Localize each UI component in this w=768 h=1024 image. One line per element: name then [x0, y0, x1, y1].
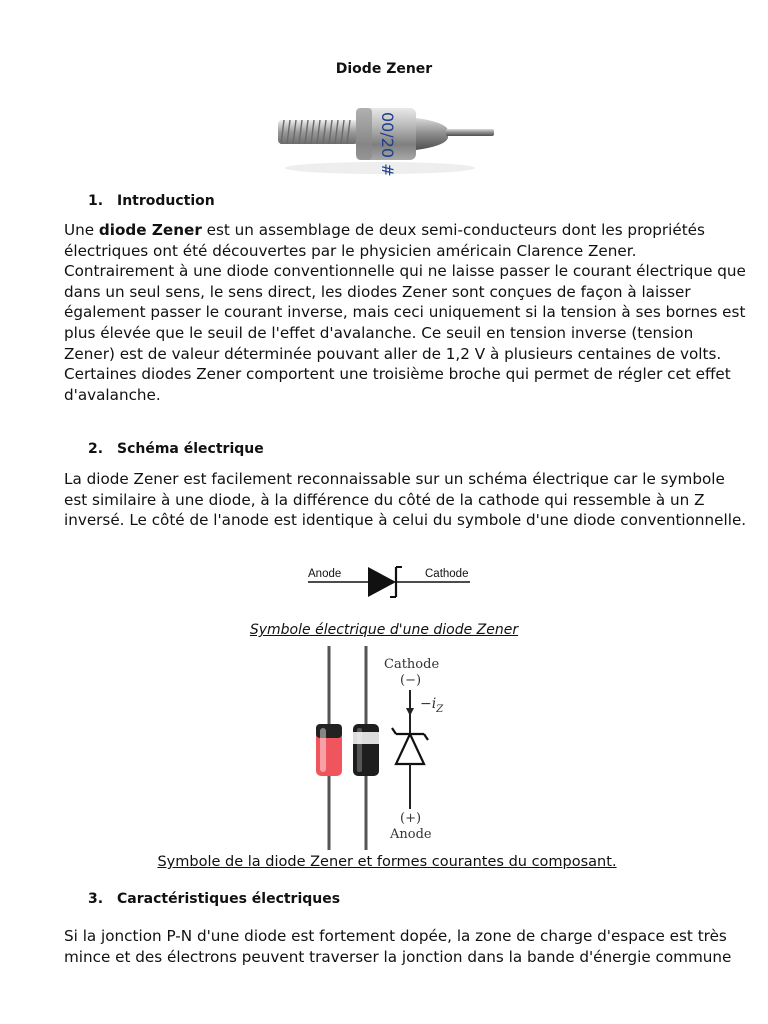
section-title: Caractéristiques électriques [117, 891, 341, 907]
photo-lead [446, 129, 494, 136]
zener-symbol-diagram [300, 560, 480, 604]
paragraph-line: inversé. Le côté de l'anode est identique à celui du symbole d'une diode conventionnelle. [64, 511, 747, 530]
paragraph-line: Si la jonction P-N d'une diode est fortement dopée, la zone de charge d'espace est très [64, 927, 727, 945]
section-number: 2. [88, 441, 104, 457]
paragraph-line: est similaire à une diode, à la différence du côté de la cathode qui ressemble à un Z [64, 490, 705, 509]
symbol-anode-label: Anode [308, 568, 342, 580]
introduction-paragraph [64, 220, 746, 405]
section-number: 3. [88, 891, 104, 907]
figure-cathode-label: Cathode [384, 657, 440, 672]
lead-bold-term: diode Zener [98, 221, 202, 239]
figure-cathode-sign: (−) [400, 673, 422, 688]
zener-diode-photo [270, 102, 498, 178]
paragraph-line [64, 220, 714, 241]
paragraph-line: également passer le courant inverse, mais ceci uniquement si la tension à ses bornes est [64, 303, 746, 322]
page-title: Diode Zener [335, 61, 433, 77]
section-title: Introduction [117, 193, 215, 209]
section-heading-introduction [88, 193, 215, 209]
paragraph-line: d'avalanche. [64, 385, 161, 404]
photo-taper [416, 118, 448, 150]
lead-prefix: Une [64, 221, 95, 239]
symbol-caption: Symbole électrique d'une diode Zener [249, 622, 519, 638]
figure-anode-sign: (+) [400, 811, 422, 826]
figure-zener-symbol [392, 728, 428, 764]
section-number: 1. [88, 193, 104, 209]
symbol-cathode-label: Cathode [425, 568, 469, 580]
figure-anode-label: Anode [390, 827, 432, 842]
black-diode-body [353, 724, 379, 776]
schema-paragraph [64, 469, 747, 531]
figure-current-label: $-i_Z$ [420, 696, 444, 715]
paragraph-line: dans un seul sens, le sens direct, les diodes Zener sont conçues de façon à laisser [64, 282, 691, 301]
component-caption: Symbole de la diode Zener et formes courantes du composant. [157, 854, 617, 870]
photo-marking: 00/20 # [378, 112, 397, 177]
paragraph-line: mince et des électrons peuvent traverser la jonction dans la bande d'énergie commune [64, 947, 732, 966]
paragraph-line: Certaines diodes Zener comportent une troisième broche qui permet de régler cet effet [64, 365, 731, 384]
paragraph-line: Contrairement à une diode conventionnelle qui ne laisse passer le courant électrique que [64, 262, 746, 281]
section-heading-schema [88, 441, 264, 457]
section-title: Schéma électrique [117, 441, 264, 457]
paragraph-line: La diode Zener est facilement reconnaissable sur un schéma électrique car le symbole [64, 470, 725, 488]
lead-rest: est un assemblage de deux semi-conducteurs dont les propriétés [206, 221, 705, 239]
paragraph-line: électriques ont été découvertes par le physicien américain Clarence Zener. [64, 241, 637, 260]
paragraph-line: plus élevée que le seuil de l'effet d'avalanche. Ce seuil en tension inverse (tension [64, 323, 694, 342]
red-diode-body [316, 724, 342, 776]
section-heading-caracteristiques [88, 891, 340, 907]
component-forms-figure [300, 644, 470, 852]
symbol-triangle [368, 567, 396, 597]
photo-body-collar [356, 108, 372, 160]
caracteristiques-paragraph [64, 926, 732, 967]
figure-current-arrow [406, 708, 414, 716]
paragraph-line: Zener) est de valeur déterminée pouvant aller de 1,2 V à plusieurs centaines de volts. [64, 344, 722, 363]
